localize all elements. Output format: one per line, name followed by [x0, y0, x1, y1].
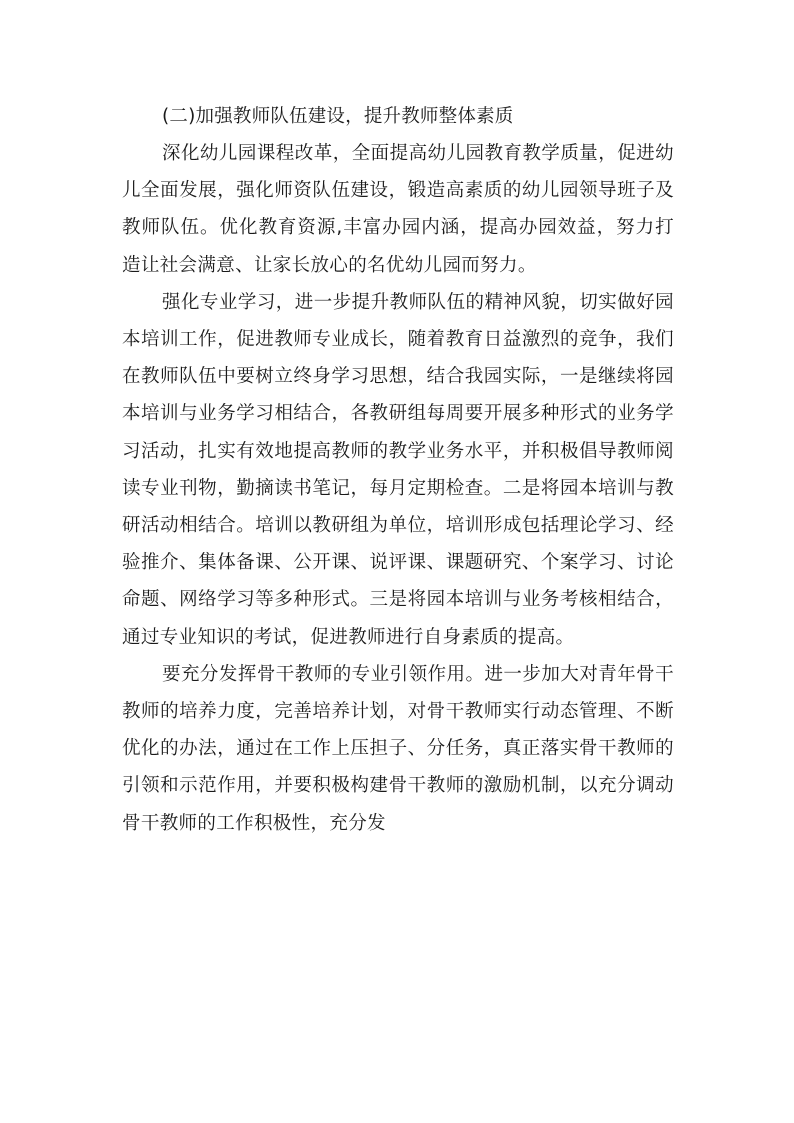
paragraph-3: 要充分发挥骨干教师的专业引领作用。进一步加大对青年骨干教师的培养力度，完善培养计划，对骨干教师实行动态管理、不断优化的办法，通过在工作上压担子、分任务，真正落实骨干教师的引领和示范作用，并要积极构建骨干教师的激励机制，以充分调动骨干教师的工作积极性，充分发	[122, 663, 674, 834]
paragraph-2: 强化专业学习，进一步提升教师队伍的精神风貌，切实做好园本培训工作，促进教师专业成长，随着教育日益激烈的竞争，我们在教师队伍中要树立终身学习思想，结合我园实际，一是继续将园本培训与业务学习相结合，各教研组每周要开展多种形式的业务学习活动，扎实有效地提高教师的教学业务水平，并积极倡导教师阅读专业刊物，勤摘读书笔记，每月定期检查。二是将园本培训与教研活动相结合。培训以教研组为单位，培训形成包括理论学习、经验推介、集体备课、公开课、说评课、课题研究、个案学习、讨论命题、网络学习等多种形式。三是将园本培训与业务考核相结合，通过专业知识的考试，促进教师进行自身素质的提高。	[122, 291, 674, 648]
section-heading: (二)加强教师队伍建设，提升教师整体素质	[162, 106, 514, 127]
paragraph-1: 深化幼儿园课程改革，全面提高幼儿园教育教学质量，促进幼儿全面发展，强化师资队伍建设，锻造高素质的幼儿园领导班子及教师队伍。优化教育资源,丰富办园内涵，提高办园效益，努力打造让社会满意、让家长放心的名优幼儿园而努力。	[122, 143, 674, 276]
document-body	[122, 98, 674, 842]
